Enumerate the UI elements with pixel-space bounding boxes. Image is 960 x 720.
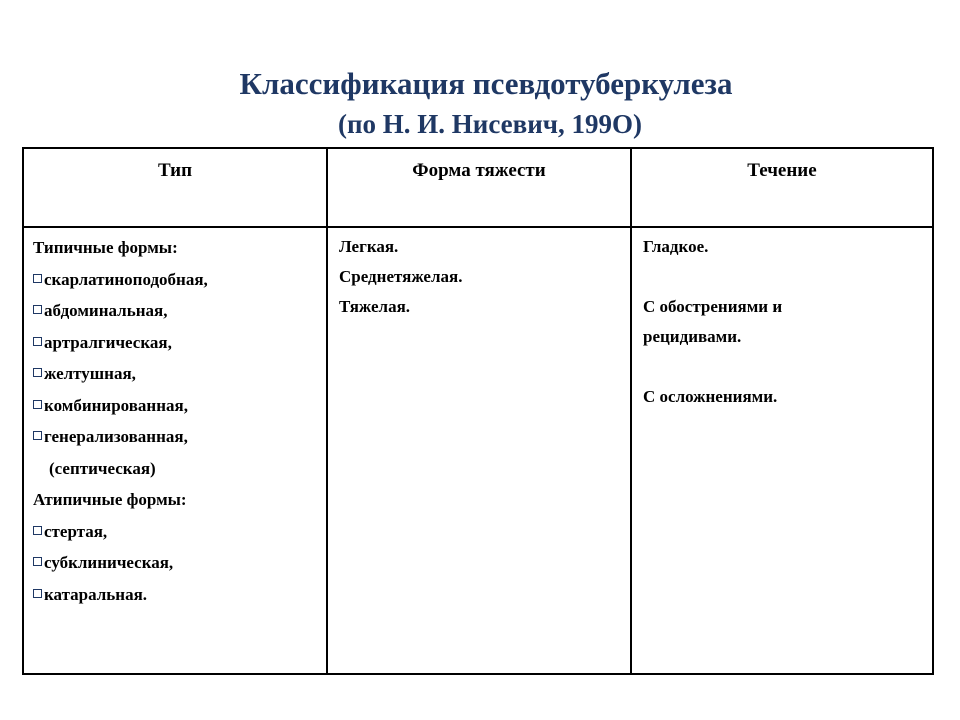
atypical-forms-heading: Атипичные формы: [33, 490, 187, 509]
page-title: Классификация псевдотуберкулеза [239, 66, 733, 101]
classification-table [22, 147, 934, 675]
list-item-continuation: (септическая) [49, 458, 156, 478]
typical-forms-heading: Типичные формы: [33, 238, 178, 257]
checkbox-bullet-icon [33, 305, 42, 314]
table-body-row [23, 227, 933, 674]
course-item-exacerbations-cont: рецидивами. [643, 327, 742, 346]
table-header-row [23, 148, 933, 227]
list-item: стертая, [33, 516, 326, 548]
severity-item: Среднетяжелая. [339, 267, 463, 286]
page-subtitle: (по Н. И. Нисевич, 199О) [337, 109, 642, 139]
checkbox-bullet-icon [33, 589, 42, 598]
checkbox-bullet-icon [33, 274, 42, 283]
list-item: генерализованная, [33, 421, 326, 453]
severity-cell [327, 227, 631, 674]
header-course: Течение [631, 148, 933, 227]
list-item: скарлатиноподобная, [33, 264, 326, 296]
checkbox-bullet-icon [33, 526, 42, 535]
checkbox-bullet-icon [33, 400, 42, 409]
checkbox-bullet-icon [33, 337, 42, 346]
checkbox-bullet-icon [33, 368, 42, 377]
severity-item: Тяжелая. [339, 297, 411, 316]
type-cell [23, 227, 327, 674]
checkbox-bullet-icon [33, 431, 42, 440]
header-type: Тип [23, 148, 327, 227]
checkbox-bullet-icon [33, 557, 42, 566]
list-item: катаральная. [33, 579, 326, 611]
list-item: субклиническая, [33, 547, 326, 579]
course-cell [631, 227, 933, 674]
header-severity: Форма тяжести [327, 148, 631, 227]
list-item: артралгическая, [33, 327, 326, 359]
severity-item: Легкая. [339, 237, 399, 256]
course-item-complications: С осложнениями. [643, 387, 778, 406]
list-item: комбинированная, [33, 390, 326, 422]
course-item-exacerbations: С обострениями и [643, 297, 783, 316]
list-item: желтушная, [33, 358, 326, 390]
list-item: абдоминальная, [33, 295, 326, 327]
course-item-smooth: Гладкое. [643, 237, 709, 256]
